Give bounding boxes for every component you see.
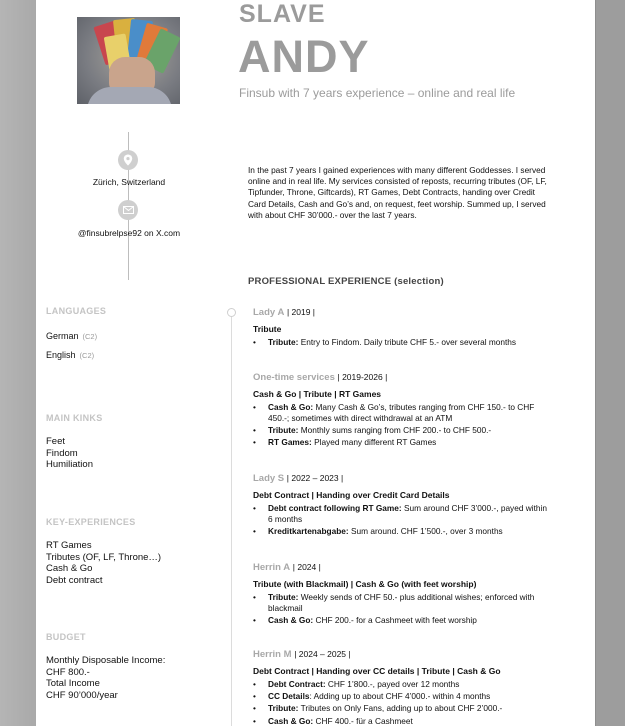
- kinks-heading: MAIN KINKS: [46, 413, 103, 423]
- kink-item: Humiliation: [46, 459, 93, 471]
- entry-bullets: [253, 503, 553, 537]
- about-paragraph: In the past 7 years I gained experiences with many different Goddesses. I served online and in real life. My services consisted of reposts, recurring tributes (OF, LF, Tipfunder, Throne, Giftcards), RT Games, Debt Contracts, handing over Credit Card Details, Cash and Go’s and, on request, feet worship. Summed up, I served with about CHF 30’000.- over the last 7 years.: [248, 165, 547, 220]
- bullet-item: • Tribute: Entry to Findom. Daily tribute CHF 5.- over several months: [253, 337, 553, 348]
- kink-item: Findom: [46, 447, 78, 459]
- bullet-item: • Tribute: Monthly sums ranging from CHF 200.- to CHF 500.-: [253, 425, 553, 436]
- language-item: German (C2): [46, 331, 98, 341]
- mail-icon: [118, 200, 138, 220]
- profile-photo: [77, 17, 180, 104]
- languages-heading: LANGUAGES: [46, 306, 107, 316]
- budget-item: Total Income: [46, 678, 100, 690]
- title-line-1: SLAVE: [239, 0, 326, 28]
- language-item: English (C2): [46, 350, 95, 360]
- location-pin-icon: [118, 150, 138, 170]
- entry-role: Debt Contract | Handing over Credit Card Details: [253, 490, 450, 500]
- entry-role: Tribute (with Blackmail) | Cash & Go (with feet worship): [253, 579, 477, 589]
- key-experience-item: RT Games: [46, 540, 92, 551]
- entry-role: Tribute: [253, 324, 282, 334]
- bullet-item: • Tribute: Weekly sends of CHF 50.- plus additional wishes; enforced with blackmail: [253, 592, 553, 613]
- left-window-margin: [0, 0, 36, 726]
- entry-role: Cash & Go | Tribute | RT Games: [253, 389, 382, 399]
- bullet-item: • Kreditkartenabgabe: Sum around. CHF 1’500.-, over 3 months: [253, 526, 553, 537]
- experience-entry: [253, 472, 553, 538]
- languages-list: [46, 327, 97, 365]
- bullet-item: • CC Details: Adding up to about CHF 4’000.- within 4 months: [253, 691, 553, 702]
- timeline-dot-icon: [227, 308, 236, 317]
- key-experience-item: Cash & Go: [46, 563, 93, 575]
- entry-header: Herrin M | 2024 – 2025 |: [253, 649, 351, 660]
- document-page: [36, 0, 595, 726]
- budget-item: Monthly Disposable Income:: [46, 655, 166, 666]
- bullet-item: • Cash & Go: CHF 200.- for a Cashmeet with feet worship: [253, 615, 553, 626]
- experience-heading: PROFESSIONAL EXPERIENCE (selection): [248, 276, 444, 287]
- experience-entry: [253, 306, 553, 349]
- entry-header: Herrin A | 2024 |: [253, 562, 321, 573]
- bullet-item: • Debt Contract: CHF 1’800.-, payed over 12 months: [253, 679, 553, 690]
- key-experiences-list: [46, 540, 161, 586]
- entry-header: One-time services | 2019-2026 |: [253, 372, 388, 383]
- kink-item: Feet: [46, 436, 66, 447]
- entry-bullets: [253, 337, 553, 348]
- entry-header: Lady S | 2022 – 2023 |: [253, 473, 344, 484]
- entry-header: Lady A | 2019 |: [253, 307, 316, 318]
- budget-list: [46, 655, 165, 701]
- entry-bullets: [253, 592, 553, 626]
- title-line-2: ANDY: [238, 31, 370, 82]
- budget-item: CHF 800.-: [46, 666, 90, 678]
- subtitle: Finsub with 7 years experience – online and real life: [239, 86, 516, 100]
- entry-role: Debt Contract | Handing over CC details | Tribute | Cash & Go: [253, 666, 501, 676]
- key-experiences-heading: KEY-EXPERIENCES: [46, 517, 136, 527]
- location-text: Zürich, Switzerland: [92, 177, 166, 187]
- bullet-item: • Debt contract following RT Game: Sum around CHF 3’000.-, payed within 6 months: [253, 503, 553, 524]
- vertical-scrollbar[interactable]: [595, 0, 625, 726]
- timeline-line: [231, 313, 232, 726]
- kinks-list: [46, 436, 93, 471]
- bullet-item: • Tribute: Tributes on Only Fans, adding up to about CHF 2’000.-: [253, 703, 553, 714]
- experience-entry: [253, 561, 553, 627]
- entry-bullets: [253, 402, 553, 448]
- budget-item: CHF 90’000/year: [46, 689, 118, 701]
- bullet-item: • Cash & Go: CHF 400.- für a Cashmeet: [253, 716, 553, 726]
- experience-entry: [253, 371, 553, 449]
- key-experience-item: Tributes (OF, LF, Throne…): [46, 551, 162, 563]
- experience-entry: [253, 648, 553, 726]
- key-experience-item: Debt contract: [46, 574, 103, 586]
- bullet-item: • Cash & Go: Many Cash & Go’s, tributes ranging from CHF 150.- to CHF 450.-; sometimes with direct withdrawal at an ATM: [253, 402, 553, 423]
- bullet-item: • RT Games: Played many different RT Games: [253, 437, 553, 448]
- entry-bullets: [253, 679, 553, 726]
- budget-heading: BUDGET: [46, 632, 86, 642]
- social-handle: @finsubrelpse92 on X.com: [77, 228, 181, 238]
